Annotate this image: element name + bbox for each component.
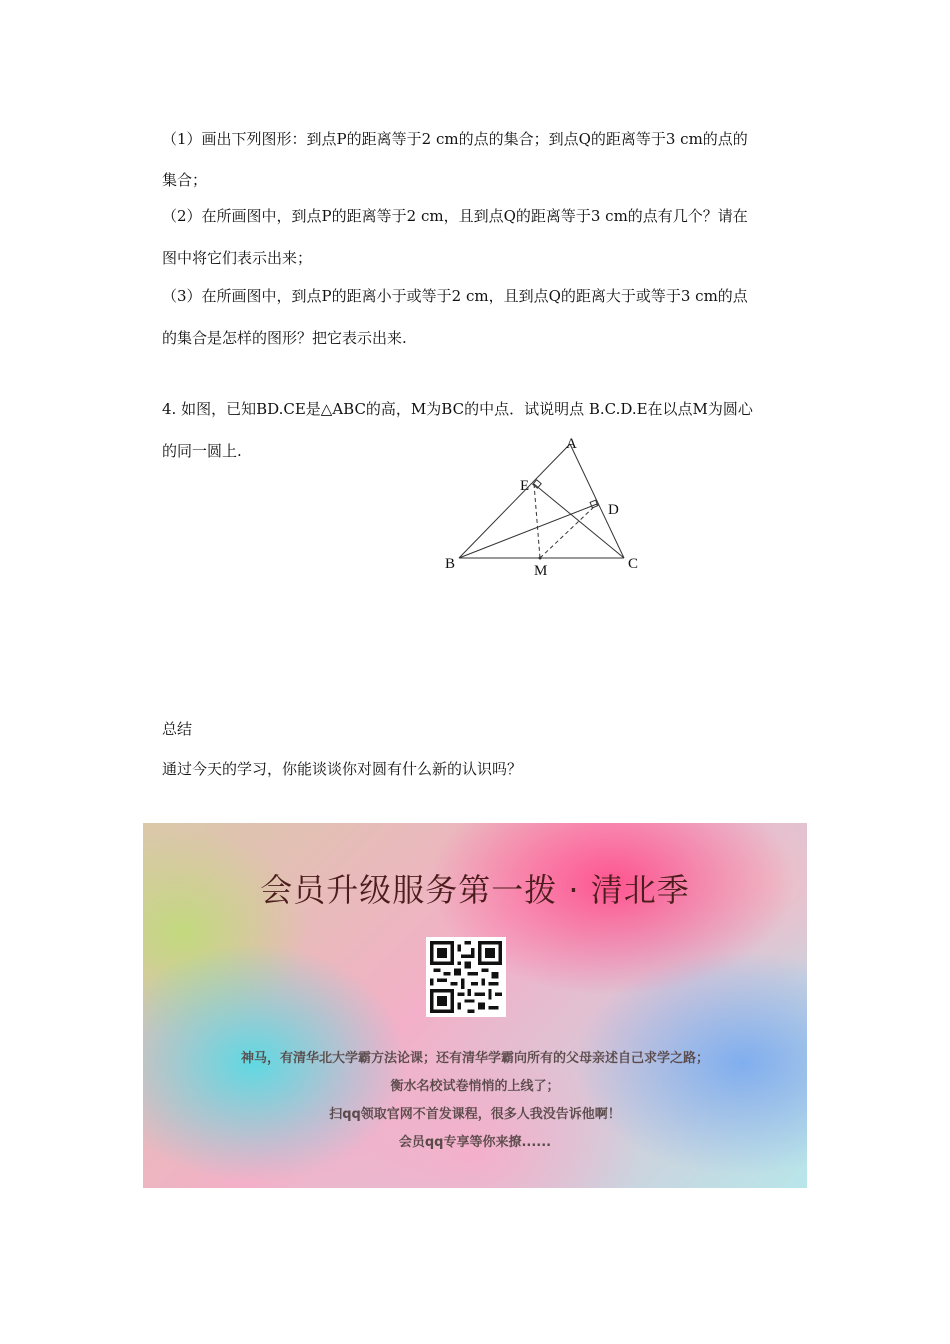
qr-code-icon[interactable] [426, 937, 506, 1017]
problem-4-line-2: 的同一圆上. [162, 442, 242, 460]
problem-3-line-5: （3）在所画图中，到点P的距离小于或等于2 cm，且到点Q的距离大于或等于3 cm的点 [162, 287, 748, 305]
label-e: E [520, 478, 530, 494]
problem-3-line-1: （1）画出下列图形：到点P的距离等于2 cm的点的集合；到点Q的距离等于3 cm的点的 [162, 130, 748, 148]
label-b: B [445, 556, 456, 572]
label-m: M [534, 563, 548, 579]
label-a: A [566, 436, 577, 452]
banner-line-3: 扫qq领取官网不首发课程，很多人我没告诉他啊！ [329, 1107, 621, 1122]
problem-3-line-3: （2）在所画图中，到点P的距离等于2 cm，且到点Q的距离等于3 cm的点有几个？请在 [162, 207, 748, 225]
summary-question: 通过今天的学习，你能谈谈你对圆有什么新的认识吗？ [162, 760, 523, 778]
label-d: D [608, 502, 619, 518]
triangle-figure [430, 428, 660, 588]
banner-line-1: 神马，有清华北大学霸方法论课；还有清华学霸向所有的父母亲述自己求学之路； [240, 1051, 709, 1066]
label-c: C [628, 556, 639, 572]
altitude-bd [459, 504, 597, 558]
problem-3-line-2: 集合； [162, 171, 208, 189]
problem-3-line-6: 的集合是怎样的图形？把它表示出来. [162, 329, 407, 347]
problem-3-line-4: 图中将它们表示出来； [162, 249, 313, 267]
segment-em [534, 484, 540, 558]
point-m [539, 557, 542, 560]
problem-4-line-1: 4. 如图，已知BD.CE是△ABC的高，M为BC的中点．试说明点 B.C.D.E在以点M为圆心 [162, 400, 753, 418]
altitude-ce [534, 484, 624, 558]
banner-line-2: 衡水名校试卷悄悄的上线了； [390, 1079, 560, 1094]
banner-line-4: 会员qq专享等你来撩...... [398, 1135, 552, 1150]
side-ac [570, 444, 624, 558]
side-ab [459, 444, 570, 558]
promo-banner[interactable] [143, 823, 807, 1188]
banner-title: 会员升级服务第一拨 · 清北季 [260, 871, 690, 909]
summary-heading: 总结 [162, 720, 193, 738]
